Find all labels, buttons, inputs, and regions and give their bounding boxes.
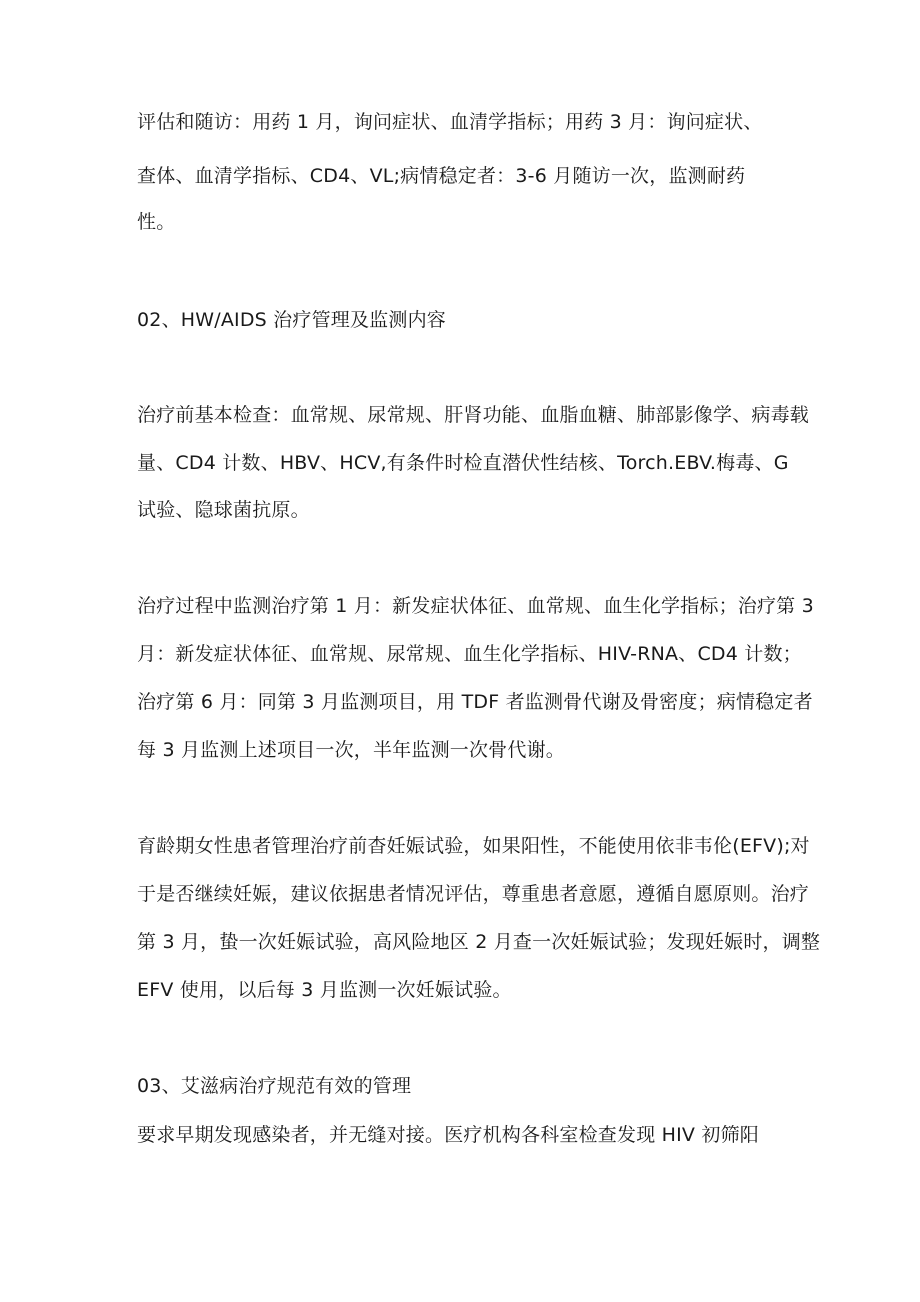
paragraph-4-line-2: 于是否继续妊娠，建议依据患者情况评估，尊重患者意愿，遵循自愿原则。治疗 bbox=[137, 883, 810, 905]
paragraph-1-line-1: 评估和随访：用药 1 月，询问症状、血清学指标；用药 3 月：询问症状、 bbox=[137, 111, 763, 133]
paragraph-1-line-3: 性。 bbox=[137, 211, 176, 233]
paragraph-3-line-3: 治疗第 6 月：同第 3 月监测项目，用 TDF 者监测骨代谢及骨密度；病情稳定者 bbox=[137, 691, 813, 713]
paragraph-3-line-2: 月：新发症状体征、血常规、尿常规、血生化学指标、HIV-RNA、CD4 计数； bbox=[137, 643, 802, 665]
paragraph-1-line-2: 查体、血清学指标、CD4、VL;病情稳定者：3-6 月随访一次，监测耐药 bbox=[137, 165, 746, 187]
paragraph-3-line-1: 治疗过程中监测治疗第 1 月：新发症状体征、血常规、血生化学指标；治疗第 3 bbox=[137, 595, 814, 617]
paragraph-2-line-1: 治疗前基本检查：血常规、尿常规、肝肾功能、血脂血糖、肺部影像学、病毒载 bbox=[137, 404, 810, 426]
paragraph-2-line-2: 量、CD4 计数、HBV、HCV,有条件时检直潜伏性结核、Torch.EBV.梅毒、G bbox=[137, 452, 789, 474]
section-heading-03: 03、艾滋病治疗规范有效的管理 bbox=[137, 1075, 412, 1097]
paragraph-4-line-3: 第 3 月，蛰一次妊娠试验，高风险地区 2 月查一次妊娠试验；发现妊娠时，调整 bbox=[137, 931, 821, 953]
paragraph-2-line-3: 试验、隐球菌抗原。 bbox=[137, 499, 310, 521]
paragraph-4-line-4: EFV 使用，以后每 3 月监测一次妊娠试验。 bbox=[137, 979, 512, 1001]
paragraph-4-line-1: 育龄期女性患者管理治疗前杳妊娠试验，如果阳性，不能使用依非韦伦(EFV);对 bbox=[137, 835, 810, 857]
paragraph-3-line-4: 每 3 月监测上述项目一次，半年监测一次骨代谢。 bbox=[137, 739, 565, 761]
section-heading-02: 02、HW/AIDS 治疗管理及监测内容 bbox=[137, 309, 446, 331]
paragraph-5-line-1: 要求早期发现感染者，并无缝对接。医疗机构各科室检查发现 HIV 初筛阳 bbox=[137, 1124, 759, 1146]
